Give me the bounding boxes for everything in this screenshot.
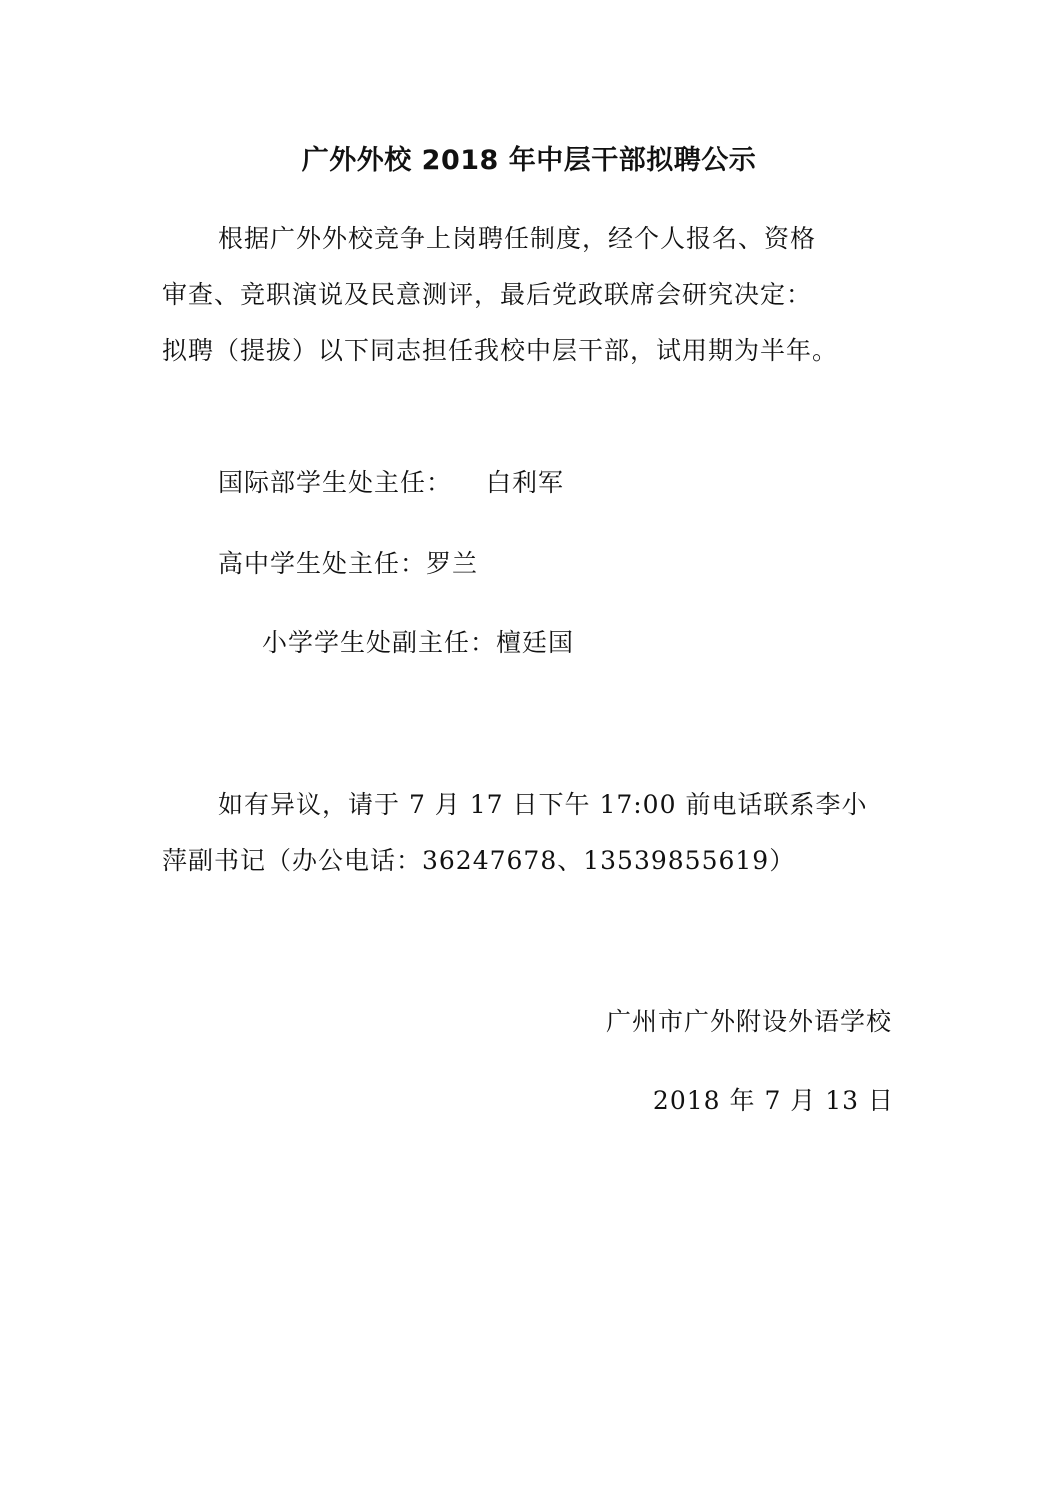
page-title: 广外外校 2018 年中层干部拟聘公示 [301, 145, 757, 176]
intro-line-2: 审查、竞职演说及民意测评，最后党政联席会研究决定： [162, 280, 813, 309]
intro-line-3: 拟聘（提拔）以下同志担任我校中层干部，试用期为半年。 [162, 336, 839, 365]
objection-line-1: 如有异议，请于 7 月 17 日下午 17:00 前电话联系李小 [218, 790, 868, 819]
appointment-2-label: 高中学生处主任： [218, 549, 427, 578]
appointment-1 [218, 468, 564, 498]
signature-date: 2018 年 7 月 13 日 [652, 1086, 894, 1115]
appointment-1-label: 国际部学生处主任： [218, 468, 453, 497]
appointment-1-name: 白利军 [486, 468, 565, 497]
appointment-2 [218, 549, 478, 579]
intro-line-1: 根据广外外校竞争上岗聘任制度，经个人报名、资格 [218, 224, 817, 253]
appointment-2-name: 罗兰 [426, 549, 479, 578]
objection-line-2: 萍副书记（办公电话：36247678、13539855619） [162, 846, 796, 875]
signature-org: 广州市广外附设外语学校 [605, 1007, 892, 1036]
appointment-3-label: 小学学生处副主任： [262, 628, 497, 657]
appointment-3 [262, 628, 574, 658]
appointment-3-name: 檀廷国 [496, 628, 575, 657]
